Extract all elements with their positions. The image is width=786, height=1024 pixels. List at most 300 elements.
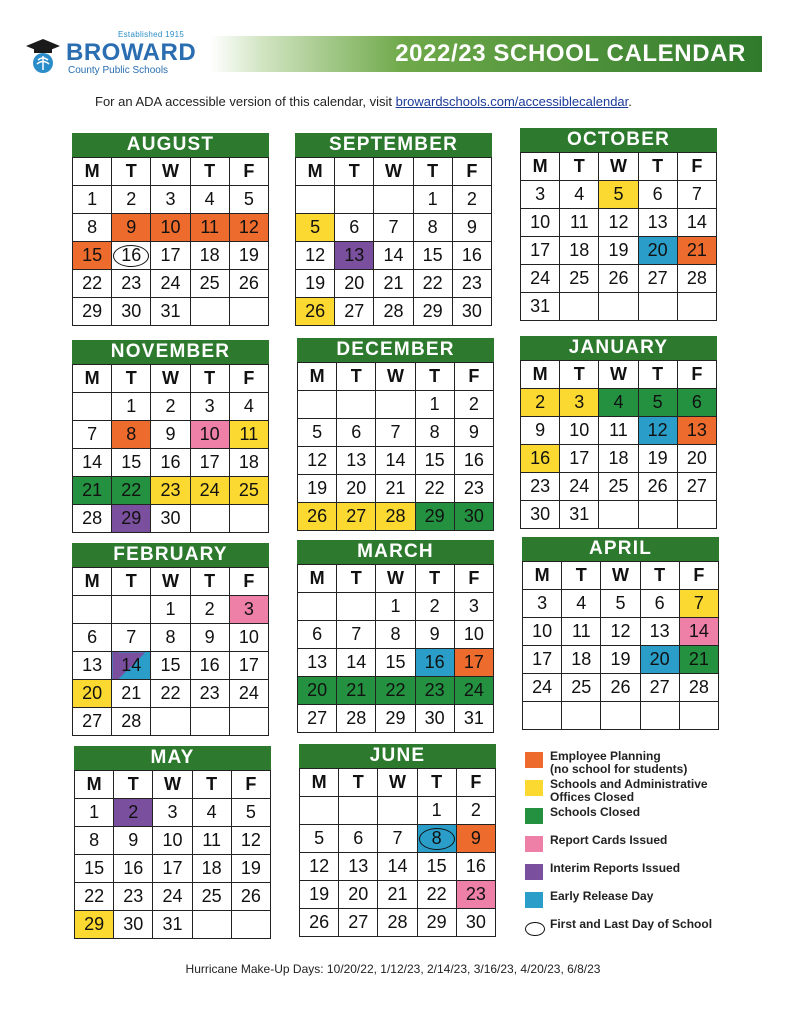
- week-row: [298, 621, 494, 649]
- weekday-header: F: [679, 562, 718, 590]
- legend-item: [525, 832, 765, 860]
- legend: [525, 748, 765, 944]
- week-row: [298, 677, 494, 705]
- day-cell: 14: [374, 242, 413, 270]
- day-cell: 4: [560, 181, 599, 209]
- day-cell: [337, 593, 376, 621]
- day-cell: 12: [300, 853, 339, 881]
- month-table: [520, 152, 717, 321]
- month-november: [72, 340, 269, 537]
- weekday-header: W: [601, 562, 640, 590]
- org-subtitle: County Public Schools: [68, 65, 169, 76]
- weekday-header: W: [151, 568, 190, 596]
- day-cell: 24: [523, 674, 562, 702]
- day-cell: 17: [190, 449, 229, 477]
- day-cell: [679, 702, 718, 730]
- weekday-header: M: [521, 153, 560, 181]
- first-last-day-marker: 8: [419, 828, 455, 850]
- day-cell: 3: [560, 389, 599, 417]
- day-cell: 26: [599, 265, 638, 293]
- title-banner: [210, 36, 762, 72]
- week-row: [300, 853, 496, 881]
- day-cell: 29: [376, 705, 415, 733]
- day-cell: [229, 708, 268, 736]
- day-cell: 1: [376, 593, 415, 621]
- day-cell: 16: [151, 449, 190, 477]
- day-cell: 26: [638, 473, 677, 501]
- day-cell: 25: [229, 477, 268, 505]
- day-cell: [677, 293, 716, 321]
- day-cell: 20: [73, 680, 112, 708]
- day-cell: [417, 825, 456, 853]
- week-row: [521, 389, 717, 417]
- day-cell: 11: [192, 827, 231, 855]
- week-row: [298, 475, 494, 503]
- weekday-header: T: [415, 565, 454, 593]
- day-cell: 5: [601, 590, 640, 618]
- weekday-header: W: [599, 153, 638, 181]
- day-cell: 3: [153, 799, 192, 827]
- day-cell: [335, 186, 374, 214]
- day-cell: 20: [335, 270, 374, 298]
- day-cell: 1: [112, 393, 151, 421]
- day-cell: 26: [296, 298, 335, 326]
- day-cell: 22: [73, 270, 112, 298]
- legend-label: First and Last Day of School: [550, 917, 713, 931]
- day-cell: 25: [560, 265, 599, 293]
- legend-swatch: [525, 780, 543, 796]
- month-title: AUGUST: [72, 133, 269, 157]
- month-april: [522, 537, 719, 734]
- day-cell: 3: [454, 593, 493, 621]
- day-cell: 6: [73, 624, 112, 652]
- weekday-header: W: [599, 361, 638, 389]
- day-cell: 21: [112, 680, 151, 708]
- weekday-header: T: [415, 363, 454, 391]
- week-row: [298, 705, 494, 733]
- day-cell: 15: [112, 449, 151, 477]
- legend-item: [525, 776, 765, 804]
- day-cell: 25: [192, 883, 231, 911]
- day-cell: 21: [73, 477, 112, 505]
- day-cell: 6: [335, 214, 374, 242]
- month-title: NOVEMBER: [72, 340, 269, 364]
- day-cell: 28: [73, 505, 112, 533]
- legend-label: Schools Closed: [550, 805, 641, 819]
- month-title: DECEMBER: [297, 338, 494, 362]
- week-row: [73, 449, 269, 477]
- week-row: [73, 421, 269, 449]
- day-cell: 3: [190, 393, 229, 421]
- week-row: [298, 503, 494, 531]
- month-title: APRIL: [522, 537, 719, 561]
- week-row: [521, 293, 717, 321]
- day-cell: 9: [415, 621, 454, 649]
- day-cell: 12: [599, 209, 638, 237]
- day-cell: 12: [229, 214, 268, 242]
- day-cell: 27: [677, 473, 716, 501]
- day-cell: 6: [339, 825, 378, 853]
- legend-item: [525, 804, 765, 832]
- weekday-header: M: [73, 365, 112, 393]
- broward-logo: [22, 30, 197, 80]
- week-row: [296, 214, 492, 242]
- day-cell: 11: [229, 421, 268, 449]
- day-cell: 2: [112, 186, 151, 214]
- day-cell: 31: [560, 501, 599, 529]
- week-row: [296, 242, 492, 270]
- day-cell: 23: [456, 881, 495, 909]
- week-row: [298, 447, 494, 475]
- day-cell: 17: [454, 649, 493, 677]
- day-cell: 9: [151, 421, 190, 449]
- day-cell: 23: [151, 477, 190, 505]
- month-title: FEBRUARY: [72, 543, 269, 567]
- day-cell: 24: [151, 270, 190, 298]
- week-row: [521, 445, 717, 473]
- weekday-header: F: [229, 568, 268, 596]
- day-cell: 4: [599, 389, 638, 417]
- day-cell: 14: [73, 449, 112, 477]
- day-cell: 29: [73, 298, 112, 326]
- day-cell: 10: [521, 209, 560, 237]
- day-cell: 13: [677, 417, 716, 445]
- day-cell: 8: [112, 421, 151, 449]
- day-cell: 7: [376, 419, 415, 447]
- day-cell: 9: [114, 827, 153, 855]
- day-cell: 29: [417, 909, 456, 937]
- legend-label: Employee Planning (no school for students): [550, 749, 688, 776]
- legend-swatch: [525, 808, 543, 824]
- month-september: [295, 133, 492, 330]
- graduation-cap-icon: [24, 36, 62, 74]
- day-cell: 1: [73, 186, 112, 214]
- day-cell: 22: [417, 881, 456, 909]
- day-cell: 28: [378, 909, 417, 937]
- day-cell: 23: [190, 680, 229, 708]
- day-cell: 9: [456, 825, 495, 853]
- month-august: [72, 133, 269, 330]
- day-cell: 30: [521, 501, 560, 529]
- day-cell: 23: [415, 677, 454, 705]
- weekday-header: M: [521, 361, 560, 389]
- day-cell: 2: [521, 389, 560, 417]
- day-cell: [337, 391, 376, 419]
- day-cell: 15: [376, 649, 415, 677]
- day-cell: 24: [190, 477, 229, 505]
- day-cell: 28: [374, 298, 413, 326]
- day-cell: 2: [415, 593, 454, 621]
- week-row: [73, 214, 269, 242]
- weekday-header: W: [153, 771, 192, 799]
- legend-label: Interim Reports Issued: [550, 861, 681, 875]
- day-cell: 7: [73, 421, 112, 449]
- weekday-header: M: [73, 568, 112, 596]
- week-row: [300, 797, 496, 825]
- day-cell: [112, 242, 151, 270]
- week-row: [523, 702, 719, 730]
- week-row: [298, 593, 494, 621]
- weekday-header: T: [190, 365, 229, 393]
- day-cell: 12: [298, 447, 337, 475]
- day-cell: 2: [452, 186, 491, 214]
- day-cell: 21: [677, 237, 716, 265]
- day-cell: [638, 293, 677, 321]
- weekday-header: T: [337, 363, 376, 391]
- week-row: [521, 265, 717, 293]
- day-cell: 27: [298, 705, 337, 733]
- day-cell: 6: [337, 419, 376, 447]
- weekday-header: T: [114, 771, 153, 799]
- weekday-header: T: [562, 562, 601, 590]
- month-title: SEPTEMBER: [295, 133, 492, 157]
- day-cell: 30: [452, 298, 491, 326]
- day-cell: 6: [638, 181, 677, 209]
- weekday-header: F: [456, 769, 495, 797]
- day-cell: [231, 911, 270, 939]
- page-title: 2022/23 SCHOOL CALENDAR: [395, 40, 746, 67]
- day-cell: [190, 708, 229, 736]
- day-cell: 27: [339, 909, 378, 937]
- day-cell: 28: [679, 674, 718, 702]
- day-cell: [523, 702, 562, 730]
- day-cell: 6: [677, 389, 716, 417]
- day-cell: 31: [151, 298, 190, 326]
- day-cell: 19: [231, 855, 270, 883]
- weekday-header: T: [192, 771, 231, 799]
- day-cell: 14: [337, 649, 376, 677]
- day-cell: 26: [300, 909, 339, 937]
- weekday-header: M: [523, 562, 562, 590]
- day-cell: 1: [151, 596, 190, 624]
- day-cell: 10: [229, 624, 268, 652]
- month-december: [297, 338, 494, 535]
- day-cell: 20: [640, 646, 679, 674]
- day-cell: 29: [415, 503, 454, 531]
- day-cell: 15: [151, 652, 190, 680]
- day-cell: 27: [337, 503, 376, 531]
- week-row: [523, 590, 719, 618]
- day-cell: 10: [454, 621, 493, 649]
- week-row: [73, 242, 269, 270]
- day-cell: 10: [523, 618, 562, 646]
- day-cell: 15: [417, 853, 456, 881]
- month-table: [297, 564, 494, 733]
- day-cell: 2: [114, 799, 153, 827]
- legend-item: [525, 748, 765, 776]
- day-cell: 22: [75, 883, 114, 911]
- month-table: [72, 157, 269, 326]
- day-cell: 9: [521, 417, 560, 445]
- day-cell: 10: [560, 417, 599, 445]
- day-cell: 12: [231, 827, 270, 855]
- weekday-header: F: [677, 361, 716, 389]
- day-cell: [192, 911, 231, 939]
- day-cell: 19: [296, 270, 335, 298]
- week-row: [73, 298, 269, 326]
- ada-link[interactable]: browardschools.com/accessiblecalendar: [395, 94, 629, 109]
- day-cell: 12: [638, 417, 677, 445]
- legend-swatch: [525, 836, 543, 852]
- day-cell: 16: [452, 242, 491, 270]
- day-cell: 5: [296, 214, 335, 242]
- week-row: [73, 505, 269, 533]
- week-row: [521, 237, 717, 265]
- day-cell: 19: [601, 646, 640, 674]
- ada-notice: [95, 94, 632, 109]
- day-cell: 22: [376, 677, 415, 705]
- weekday-header: F: [229, 365, 268, 393]
- day-cell: [378, 797, 417, 825]
- day-cell: 24: [153, 883, 192, 911]
- day-cell: 18: [599, 445, 638, 473]
- weekday-header: T: [112, 568, 151, 596]
- day-cell: 15: [75, 855, 114, 883]
- weekday-header: T: [335, 158, 374, 186]
- day-cell: 10: [153, 827, 192, 855]
- day-cell: 8: [73, 214, 112, 242]
- day-cell: 14: [112, 652, 151, 680]
- day-cell: 9: [190, 624, 229, 652]
- day-cell: 11: [599, 417, 638, 445]
- month-march: [297, 540, 494, 737]
- weekday-header: T: [337, 565, 376, 593]
- weekday-header: M: [298, 363, 337, 391]
- month-june: [299, 744, 496, 941]
- weekday-header: T: [190, 568, 229, 596]
- week-row: [296, 186, 492, 214]
- day-cell: [73, 393, 112, 421]
- day-cell: [298, 593, 337, 621]
- day-cell: 22: [413, 270, 452, 298]
- day-cell: 25: [599, 473, 638, 501]
- day-cell: 29: [112, 505, 151, 533]
- day-cell: 11: [562, 618, 601, 646]
- day-cell: 18: [192, 855, 231, 883]
- day-cell: 13: [298, 649, 337, 677]
- ada-end: .: [628, 94, 632, 109]
- day-cell: 31: [454, 705, 493, 733]
- day-cell: 22: [415, 475, 454, 503]
- day-cell: 19: [638, 445, 677, 473]
- month-table: [72, 567, 269, 736]
- day-cell: 12: [296, 242, 335, 270]
- legend-item: [525, 888, 765, 916]
- legend-label: Report Cards Issued: [550, 833, 668, 847]
- day-cell: 24: [229, 680, 268, 708]
- day-cell: 21: [337, 677, 376, 705]
- day-cell: 13: [640, 618, 679, 646]
- day-cell: 9: [112, 214, 151, 242]
- day-cell: [229, 298, 268, 326]
- day-cell: 30: [114, 911, 153, 939]
- day-cell: 3: [523, 590, 562, 618]
- day-cell: 24: [454, 677, 493, 705]
- day-cell: 23: [521, 473, 560, 501]
- day-cell: 17: [151, 242, 190, 270]
- weekday-header: T: [190, 158, 229, 186]
- week-row: [75, 855, 271, 883]
- day-cell: 3: [521, 181, 560, 209]
- month-january: [520, 336, 717, 533]
- day-cell: 29: [413, 298, 452, 326]
- day-cell: 9: [452, 214, 491, 242]
- weekday-header: T: [339, 769, 378, 797]
- weekday-header: M: [298, 565, 337, 593]
- week-row: [75, 827, 271, 855]
- weekday-header: T: [112, 365, 151, 393]
- weekday-header: W: [378, 769, 417, 797]
- day-cell: 21: [378, 881, 417, 909]
- day-cell: 17: [560, 445, 599, 473]
- day-cell: 13: [337, 447, 376, 475]
- day-cell: 6: [640, 590, 679, 618]
- day-cell: 25: [190, 270, 229, 298]
- day-cell: 2: [190, 596, 229, 624]
- day-cell: [601, 702, 640, 730]
- day-cell: 7: [677, 181, 716, 209]
- weekday-header: T: [417, 769, 456, 797]
- day-cell: 7: [112, 624, 151, 652]
- day-cell: 27: [640, 674, 679, 702]
- weekday-header: M: [296, 158, 335, 186]
- day-cell: 19: [229, 242, 268, 270]
- day-cell: 24: [521, 265, 560, 293]
- month-table: [295, 157, 492, 326]
- day-cell: 8: [376, 621, 415, 649]
- day-cell: 5: [599, 181, 638, 209]
- day-cell: [560, 293, 599, 321]
- day-cell: 16: [456, 853, 495, 881]
- weekday-header: T: [112, 158, 151, 186]
- day-cell: 19: [298, 475, 337, 503]
- day-cell: [298, 391, 337, 419]
- month-title: JUNE: [299, 744, 496, 768]
- hurricane-makeup-days: Hurricane Make-Up Days: 10/20/22, 1/12/23, 2/14/23, 3/16/23, 4/20/23, 6/8/23: [185, 962, 601, 976]
- day-cell: 9: [454, 419, 493, 447]
- day-cell: 28: [337, 705, 376, 733]
- day-cell: 26: [229, 270, 268, 298]
- day-cell: 23: [452, 270, 491, 298]
- day-cell: 13: [339, 853, 378, 881]
- week-row: [521, 181, 717, 209]
- day-cell: [599, 501, 638, 529]
- month-table: [74, 770, 271, 939]
- weekday-header: F: [231, 771, 270, 799]
- day-cell: 7: [374, 214, 413, 242]
- month-table: [522, 561, 719, 730]
- day-cell: 19: [300, 881, 339, 909]
- day-cell: 30: [454, 503, 493, 531]
- month-table: [520, 360, 717, 529]
- day-cell: 8: [415, 419, 454, 447]
- month-title: JANUARY: [520, 336, 717, 360]
- week-row: [300, 881, 496, 909]
- week-row: [298, 649, 494, 677]
- day-cell: [339, 797, 378, 825]
- day-cell: 16: [114, 855, 153, 883]
- day-cell: 14: [376, 447, 415, 475]
- legend-swatch: [525, 752, 543, 768]
- day-cell: 26: [298, 503, 337, 531]
- day-cell: 30: [415, 705, 454, 733]
- ada-text: For an ADA accessible version of this calendar, visit: [95, 94, 396, 109]
- org-name: BROWARD: [66, 39, 197, 66]
- week-row: [73, 186, 269, 214]
- week-row: [521, 473, 717, 501]
- day-cell: 18: [190, 242, 229, 270]
- day-cell: 25: [562, 674, 601, 702]
